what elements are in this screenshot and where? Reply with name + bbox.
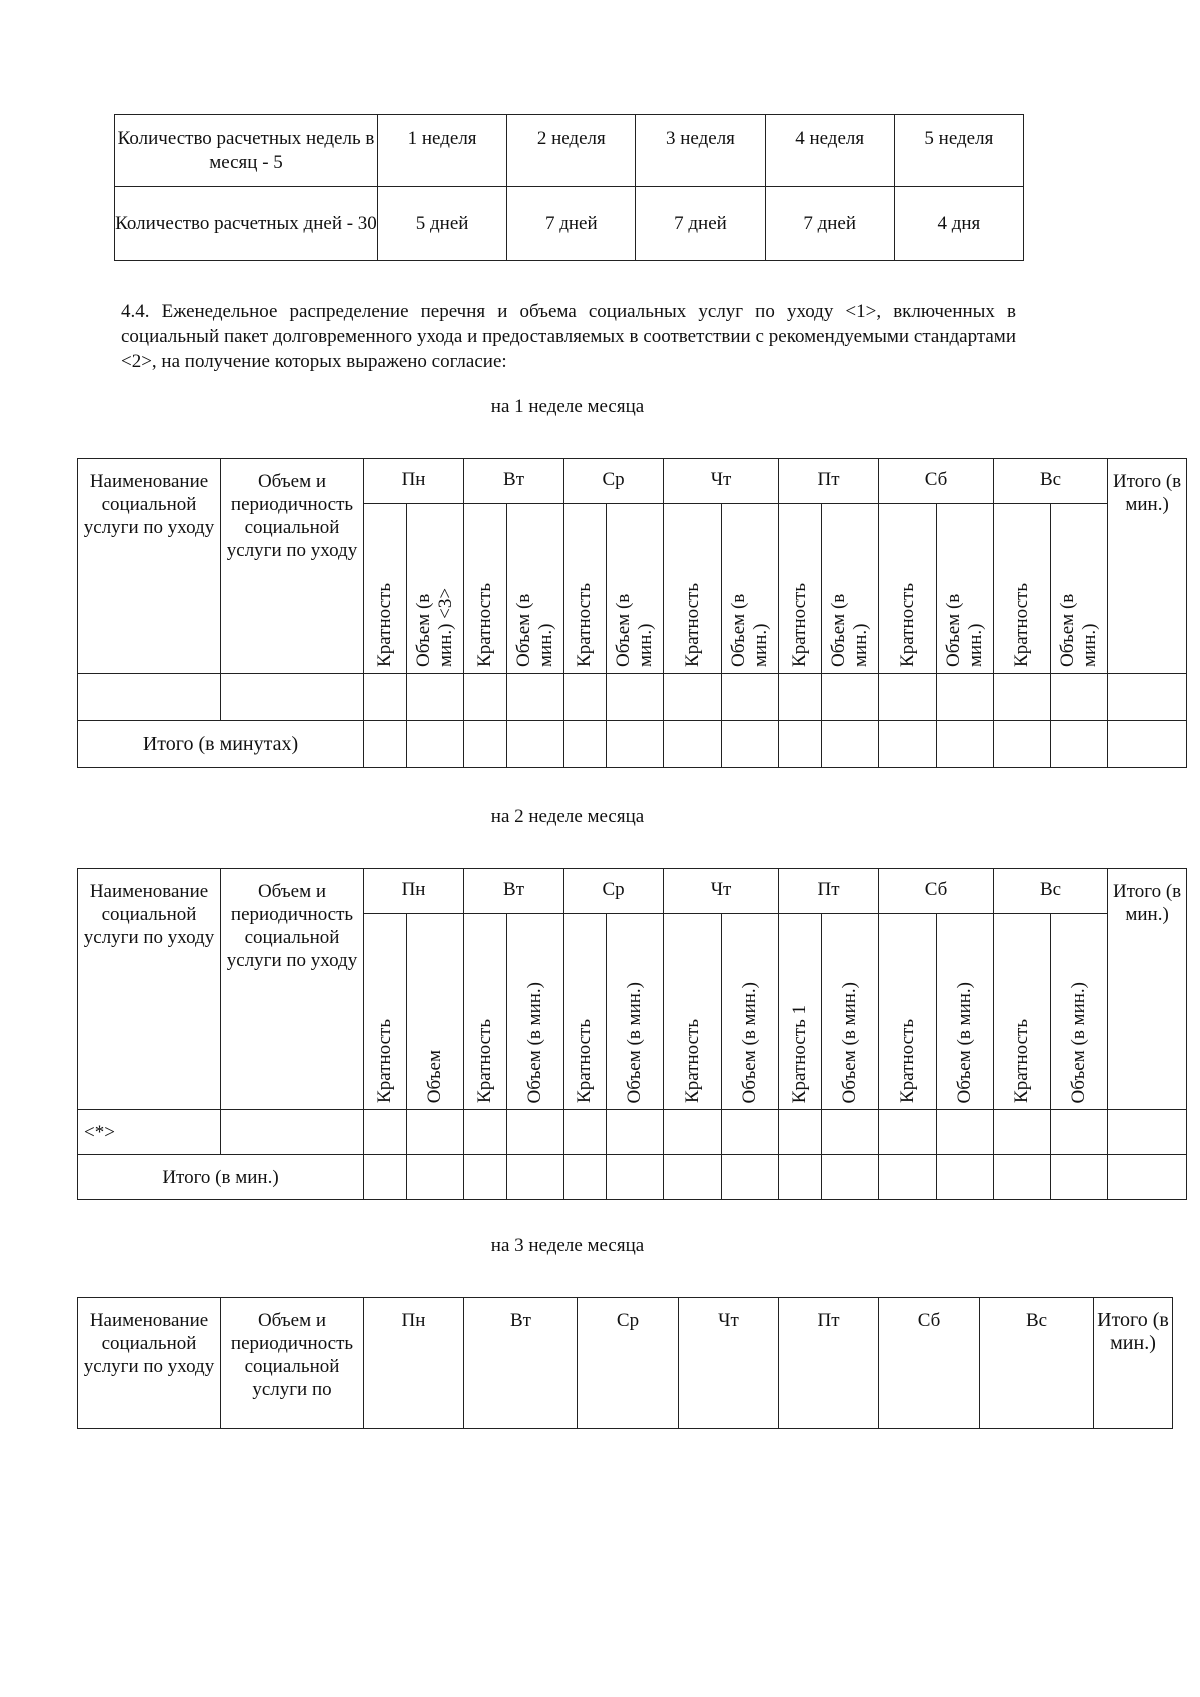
sub-header: Объем (в мин.) bbox=[624, 981, 646, 1103]
col-total: Итого (в мин.) bbox=[1108, 869, 1187, 1110]
sub-header: Кратность bbox=[789, 583, 811, 667]
sub-header: Объем (в мин.) bbox=[828, 593, 872, 667]
col-service-name: Наименование социальной услуги по уходу bbox=[78, 869, 221, 1110]
sub-header: Объем (в мин.) bbox=[513, 593, 557, 667]
weeks-count-label: Количество расчетных недель в месяц - 5 bbox=[115, 115, 378, 187]
day-sun: Вс bbox=[994, 459, 1108, 504]
table-row bbox=[78, 674, 1187, 721]
sub-header: Объем (в мин.) bbox=[524, 981, 546, 1103]
day-wed: Ср bbox=[578, 1298, 679, 1429]
day-sat: Сб bbox=[879, 869, 994, 914]
week3-caption: на 3 неделе месяца bbox=[490, 1235, 645, 1256]
row-footnote-mark: <*> bbox=[78, 1110, 221, 1155]
section-paragraph: 4.4. Еженедельное распределение перечня и объема социальных услуг по уходу <1>, включенных в социальный пакет долговременного ухода и предоставляемых в соответствии с рекомендуемыми стандартами <2>, на получение которых выражено согласие: bbox=[121, 301, 1016, 372]
week-cell: 3 неделя bbox=[636, 115, 765, 187]
sub-header: Объем (в мин.) bbox=[1057, 593, 1101, 667]
sub-header: Объем (в мин.) bbox=[728, 593, 772, 667]
day-sun: Вс bbox=[980, 1298, 1094, 1429]
day-fri: Пт bbox=[779, 869, 879, 914]
sub-header: Кратность bbox=[1011, 1019, 1033, 1103]
day-thu: Чт bbox=[664, 869, 779, 914]
day-mon: Пн bbox=[364, 1298, 464, 1429]
day-wed: Ср bbox=[564, 869, 664, 914]
week3-table bbox=[77, 1297, 1173, 1429]
table-row bbox=[78, 1110, 1187, 1155]
day-sat: Сб bbox=[879, 1298, 980, 1429]
day-thu: Чт bbox=[679, 1298, 779, 1429]
week-cell: 5 неделя bbox=[894, 115, 1023, 187]
days-count-label: Количество расчетных дней - 30 bbox=[115, 187, 378, 261]
days-cell: 5 дней bbox=[378, 187, 507, 261]
days-row bbox=[115, 187, 1024, 261]
sub-header: Объем (в мин.) <3> bbox=[413, 587, 456, 667]
total-row-label: Итого (в мин.) bbox=[78, 1155, 364, 1200]
day-tue: Вт bbox=[464, 869, 564, 914]
days-cell: 7 дней bbox=[636, 187, 765, 261]
day-fri: Пт bbox=[779, 1298, 879, 1429]
sub-header: Кратность bbox=[474, 583, 496, 667]
weeks-row bbox=[115, 115, 1024, 187]
week2-caption: на 2 неделе месяца bbox=[490, 806, 645, 827]
sub-header: Объем (в мин.) bbox=[613, 593, 657, 667]
day-mon: Пн bbox=[364, 869, 464, 914]
day-tue: Вт bbox=[464, 1298, 578, 1429]
sub-header: Кратность bbox=[896, 583, 918, 667]
day-thu: Чт bbox=[664, 459, 779, 504]
sub-header: Объем (в мин.) bbox=[739, 981, 761, 1103]
total-row-label: Итого (в минутах) bbox=[78, 721, 364, 768]
col-service-name: Наименование социальной услуги по уходу bbox=[78, 459, 221, 674]
sub-header: Объем bbox=[424, 1049, 445, 1103]
week-cell: 1 неделя bbox=[378, 115, 507, 187]
week1-caption: на 1 неделе месяца bbox=[490, 396, 645, 417]
days-cell: 7 дней bbox=[507, 187, 636, 261]
week2-table bbox=[77, 868, 1187, 1200]
days-cell: 7 дней bbox=[765, 187, 894, 261]
day-wed: Ср bbox=[564, 459, 664, 504]
week1-table bbox=[77, 458, 1187, 768]
table-row bbox=[78, 721, 1187, 768]
sub-header: Кратность bbox=[474, 1019, 496, 1103]
day-fri: Пт bbox=[779, 459, 879, 504]
sub-header: Кратность bbox=[374, 1019, 395, 1103]
sub-header: Объем (в мин.) bbox=[943, 593, 987, 667]
sub-header: Объем (в мин.) bbox=[1068, 981, 1090, 1103]
sub-header: Кратность bbox=[681, 583, 703, 667]
col-volume: Объем и периодичность социальной услуги по bbox=[221, 1298, 364, 1429]
week-cell: 4 неделя bbox=[765, 115, 894, 187]
day-sat: Сб bbox=[879, 459, 994, 504]
sub-header: Кратность bbox=[1011, 583, 1033, 667]
day-tue: Вт bbox=[464, 459, 564, 504]
days-cell: 4 дня bbox=[894, 187, 1023, 261]
sub-header: Кратность bbox=[681, 1019, 703, 1103]
sub-header: Объем (в мин.) bbox=[954, 981, 976, 1103]
table-row bbox=[78, 1155, 1187, 1200]
col-total: Итого (в мин.) bbox=[1108, 459, 1187, 674]
sub-header: Кратность bbox=[574, 1019, 596, 1103]
sub-header: Кратность bbox=[374, 583, 395, 667]
day-mon: Пн bbox=[364, 459, 464, 504]
col-volume: Объем и периодичность социальной услуги по уходу bbox=[221, 459, 364, 674]
col-service-name: Наименование социальной услуги по уходу bbox=[78, 1298, 221, 1429]
col-total: Итого (в мин.) bbox=[1094, 1298, 1173, 1429]
week-cell: 2 неделя bbox=[507, 115, 636, 187]
col-volume: Объем и периодичность социальной услуги по уходу bbox=[221, 869, 364, 1110]
sub-header: Кратность 1 bbox=[789, 1004, 811, 1103]
sub-header: Кратность bbox=[574, 583, 596, 667]
sub-header: Объем (в мин.) bbox=[839, 981, 861, 1103]
sub-header: Кратность bbox=[896, 1019, 918, 1103]
day-sun: Вс bbox=[994, 869, 1108, 914]
weeks-table bbox=[114, 114, 1024, 261]
